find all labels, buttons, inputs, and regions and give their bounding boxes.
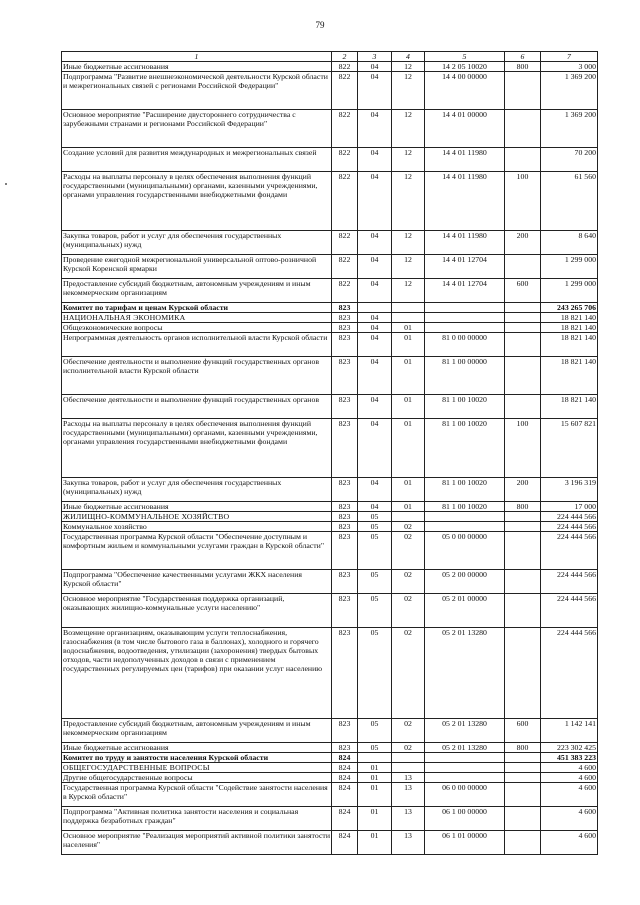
subsection-code-cell: 01 (392, 357, 425, 395)
target-article-cell: 81 1 00 00000 (425, 357, 505, 395)
department-code-cell: 823 (332, 628, 358, 719)
target-article-cell: 81 0 00 00000 (425, 333, 505, 357)
subsection-code-cell (392, 303, 425, 313)
section-code-cell: 04 (358, 72, 392, 110)
section-code-cell: 01 (358, 783, 392, 807)
expense-type-cell (505, 773, 541, 783)
department-code-cell: 823 (332, 532, 358, 570)
table-row (62, 110, 598, 148)
target-article-cell (425, 773, 505, 783)
item-name-cell: Подпрограмма "Развитие внешнеэкономической деятельности Курской области и межрегиональных связей с регионами Российской Федерации" (62, 72, 332, 110)
table-row (62, 313, 598, 323)
expense-type-cell (505, 395, 541, 419)
item-name-cell: Непрограммная деятельность органов исполнительной власти Курской области (62, 333, 332, 357)
subsection-code-cell: 12 (392, 72, 425, 110)
target-article-cell (425, 753, 505, 763)
table-row (62, 478, 598, 502)
department-code-cell: 823 (332, 357, 358, 395)
item-name-cell: Общеэкономические вопросы (62, 323, 332, 333)
expense-type-cell (505, 807, 541, 831)
department-code-cell: 823 (332, 522, 358, 532)
target-article-cell: 14 4 01 12704 (425, 255, 505, 279)
expense-type-cell: 200 (505, 231, 541, 255)
section-code-cell: 05 (358, 628, 392, 719)
amount-cell: 1 299 000 (541, 255, 598, 279)
expense-type-cell (505, 753, 541, 763)
amount-cell: 18 821 140 (541, 333, 598, 357)
section-code-cell: 04 (358, 357, 392, 395)
item-name-cell: Другие общегосударственные вопросы (62, 773, 332, 783)
table-row (62, 303, 598, 313)
header-cell: 2 (332, 52, 358, 62)
section-code-cell: 04 (358, 231, 392, 255)
target-article-cell: 14 4 00 00000 (425, 72, 505, 110)
expense-type-cell (505, 148, 541, 172)
section-code-cell: 04 (358, 62, 392, 72)
section-code-cell: 01 (358, 773, 392, 783)
subsection-code-cell: 02 (392, 719, 425, 743)
department-code-cell: 822 (332, 231, 358, 255)
item-name-cell: Подпрограмма "Активная политика занятости населения и социальная поддержка безработных граждан" (62, 807, 332, 831)
amount-cell: 224 444 566 (541, 628, 598, 719)
section-code-cell: 04 (358, 279, 392, 303)
amount-cell: 18 821 140 (541, 395, 598, 419)
target-article-cell: 14 4 01 00000 (425, 110, 505, 148)
expense-type-cell (505, 333, 541, 357)
amount-cell: 70 200 (541, 148, 598, 172)
department-code-cell: 824 (332, 807, 358, 831)
department-code-cell: 822 (332, 172, 358, 231)
table-row (62, 72, 598, 110)
section-code-cell: 04 (358, 478, 392, 502)
section-code-cell: 04 (358, 172, 392, 231)
table-row (62, 743, 598, 753)
amount-cell: 224 444 566 (541, 512, 598, 522)
department-code-cell: 824 (332, 753, 358, 763)
expense-type-cell (505, 594, 541, 628)
expense-type-cell: 100 (505, 419, 541, 478)
target-article-cell: 05 0 00 00000 (425, 532, 505, 570)
item-name-cell: Возмещение организациям, оказывающим услуги теплоснабжения, газоснабжения (в том числе бытового газа в баллонах), холодного и горячего водоснабжения, водоотведения, утилизации (захоронения) твердых бытовых отходов, части недополученных доходов в связи с применением государственных регулируемых цен (тарифов) при оказании услуг населению (62, 628, 332, 719)
subsection-code-cell (392, 512, 425, 522)
item-name-cell: Предоставление субсидий бюджетным, автономным учреждениям и иным некоммерческим организациям (62, 279, 332, 303)
section-code-cell: 05 (358, 512, 392, 522)
item-name-cell: НАЦИОНАЛЬНАЯ ЭКОНОМИКА (62, 313, 332, 323)
target-article-cell (425, 522, 505, 532)
expense-type-cell (505, 110, 541, 148)
department-code-cell: 823 (332, 478, 358, 502)
department-code-cell: 824 (332, 831, 358, 855)
section-code-cell: 04 (358, 255, 392, 279)
amount-cell: 451 383 223 (541, 753, 598, 763)
table-row (62, 357, 598, 395)
scan-speck (5, 183, 7, 185)
amount-cell: 4 600 (541, 763, 598, 773)
header-cell: 1 (62, 52, 332, 62)
subsection-code-cell: 12 (392, 148, 425, 172)
amount-cell: 4 600 (541, 831, 598, 855)
table-row (62, 773, 598, 783)
amount-cell: 15 607 821 (541, 419, 598, 478)
table-row (62, 628, 598, 719)
target-article-cell: 14 4 01 12704 (425, 279, 505, 303)
table-row (62, 512, 598, 522)
section-code-cell: 04 (358, 110, 392, 148)
section-code-cell: 01 (358, 831, 392, 855)
target-article-cell: 14 4 01 11980 (425, 231, 505, 255)
section-code-cell: 01 (358, 763, 392, 773)
item-name-cell: Иные бюджетные ассигнования (62, 62, 332, 72)
table-row (62, 719, 598, 743)
table-row (62, 502, 598, 512)
expense-type-cell (505, 357, 541, 395)
section-code-cell: 04 (358, 323, 392, 333)
section-code-cell: 04 (358, 313, 392, 323)
section-code-cell: 05 (358, 532, 392, 570)
page-number: 79 (315, 20, 325, 30)
department-code-cell: 823 (332, 512, 358, 522)
department-code-cell: 822 (332, 279, 358, 303)
subsection-code-cell: 02 (392, 532, 425, 570)
expense-type-cell: 800 (505, 62, 541, 72)
item-name-cell: Коммунальное хозяйство (62, 522, 332, 532)
section-code-cell: 05 (358, 570, 392, 594)
item-name-cell: Иные бюджетные ассигнования (62, 502, 332, 512)
subsection-code-cell: 01 (392, 395, 425, 419)
table-row (62, 532, 598, 570)
subsection-code-cell: 02 (392, 628, 425, 719)
table-row (62, 62, 598, 72)
item-name-cell: Обеспечение деятельности и выполнение функций государственных органов исполнительной власти Курской области (62, 357, 332, 395)
budget-allocation-table (61, 51, 598, 855)
subsection-code-cell: 01 (392, 478, 425, 502)
header-cell: 4 (392, 52, 425, 62)
item-name-cell: Комитет по труду и занятости населения Курской области (62, 753, 332, 763)
subsection-code-cell (392, 313, 425, 323)
expense-type-cell: 600 (505, 279, 541, 303)
expense-type-cell (505, 255, 541, 279)
department-code-cell: 823 (332, 719, 358, 743)
expense-type-cell (505, 763, 541, 773)
department-code-cell: 823 (332, 594, 358, 628)
expense-type-cell: 800 (505, 502, 541, 512)
expense-type-cell (505, 628, 541, 719)
table-row (62, 807, 598, 831)
table-row (62, 831, 598, 855)
department-code-cell: 823 (332, 323, 358, 333)
department-code-cell: 822 (332, 110, 358, 148)
amount-cell: 18 821 140 (541, 357, 598, 395)
amount-cell: 3 196 319 (541, 478, 598, 502)
item-name-cell: Закупка товаров, работ и услуг для обеспечения государственных (муниципальных) нужд (62, 478, 332, 502)
item-name-cell: Подпрограмма "Обеспечение качественными услугами ЖКХ населения Курской области" (62, 570, 332, 594)
target-article-cell: 06 0 00 00000 (425, 783, 505, 807)
subsection-code-cell: 02 (392, 522, 425, 532)
subsection-code-cell: 12 (392, 62, 425, 72)
table-row (62, 172, 598, 231)
subsection-code-cell: 12 (392, 255, 425, 279)
target-article-cell: 06 1 01 00000 (425, 831, 505, 855)
section-code-cell: 05 (358, 522, 392, 532)
target-article-cell: 81 1 00 10020 (425, 478, 505, 502)
department-code-cell: 824 (332, 773, 358, 783)
subsection-code-cell: 01 (392, 419, 425, 478)
section-code-cell: 01 (358, 807, 392, 831)
target-article-cell: 81 1 00 10020 (425, 419, 505, 478)
item-name-cell: Закупка товаров, работ и услуг для обеспечения государственных (муниципальных) нужд (62, 231, 332, 255)
department-code-cell: 823 (332, 303, 358, 313)
table-row (62, 753, 598, 763)
amount-cell: 224 444 566 (541, 522, 598, 532)
expense-type-cell (505, 512, 541, 522)
table-row (62, 255, 598, 279)
header-cell: 5 (425, 52, 505, 62)
department-code-cell: 822 (332, 72, 358, 110)
target-article-cell: 05 2 01 13280 (425, 743, 505, 753)
item-name-cell: Расходы на выплаты персоналу в целях обеспечения выполнения функций государственными (муниципальными) органами, казенными учреждениями, органами управления государственными внебюджетными фондами (62, 172, 332, 231)
department-code-cell: 824 (332, 783, 358, 807)
department-code-cell: 823 (332, 743, 358, 753)
amount-cell: 17 000 (541, 502, 598, 512)
item-name-cell: Основное мероприятие "Государственная поддержка организаций, оказывающих жилищно-коммунальные услуги населению" (62, 594, 332, 628)
expense-type-cell: 800 (505, 743, 541, 753)
item-name-cell: Комитет по тарифам и ценам Курской области (62, 303, 332, 313)
subsection-code-cell: 12 (392, 110, 425, 148)
department-code-cell: 822 (332, 62, 358, 72)
section-code-cell: 04 (358, 502, 392, 512)
amount-cell: 1 142 141 (541, 719, 598, 743)
item-name-cell: Государственная программа Курской области "Содействие занятости населения в Курской области" (62, 783, 332, 807)
expense-type-cell (505, 323, 541, 333)
department-code-cell: 823 (332, 333, 358, 357)
table-row (62, 419, 598, 478)
expense-type-cell (505, 313, 541, 323)
subsection-code-cell: 13 (392, 773, 425, 783)
target-article-cell: 81 1 00 10020 (425, 502, 505, 512)
expense-type-cell (505, 783, 541, 807)
subsection-code-cell: 01 (392, 502, 425, 512)
item-name-cell: Проведение ежегодной межрегиональной универсальной оптово-розничной Курской Коренской ярмарки (62, 255, 332, 279)
expense-type-cell (505, 532, 541, 570)
subsection-code-cell (392, 753, 425, 763)
item-name-cell: ЖИЛИЩНО-КОММУНАЛЬНОЕ ХОЗЯЙСТВО (62, 512, 332, 522)
item-name-cell: Обеспечение деятельности и выполнение функций государственных органов (62, 395, 332, 419)
amount-cell: 1 299 000 (541, 279, 598, 303)
section-code-cell: 04 (358, 395, 392, 419)
amount-cell: 1 369 200 (541, 110, 598, 148)
table-row (62, 279, 598, 303)
section-code-cell: 04 (358, 333, 392, 357)
item-name-cell: ОБЩЕГОСУДАРСТВЕННЫЕ ВОПРОСЫ (62, 763, 332, 773)
expense-type-cell (505, 831, 541, 855)
expense-type-cell (505, 72, 541, 110)
section-code-cell: 05 (358, 719, 392, 743)
expense-type-cell: 100 (505, 172, 541, 231)
table-row (62, 323, 598, 333)
subsection-code-cell (392, 763, 425, 773)
section-code-cell (358, 303, 392, 313)
header-cell: 3 (358, 52, 392, 62)
target-article-cell: 81 1 00 10020 (425, 395, 505, 419)
subsection-code-cell: 01 (392, 333, 425, 357)
table-row (62, 333, 598, 357)
amount-cell: 18 821 140 (541, 323, 598, 333)
section-code-cell: 05 (358, 594, 392, 628)
amount-cell: 224 444 566 (541, 532, 598, 570)
department-code-cell: 823 (332, 395, 358, 419)
department-code-cell: 823 (332, 313, 358, 323)
expense-type-cell: 200 (505, 478, 541, 502)
table-row (62, 148, 598, 172)
amount-cell: 224 444 566 (541, 570, 598, 594)
target-article-cell: 14 2 05 10020 (425, 62, 505, 72)
subsection-code-cell: 02 (392, 594, 425, 628)
target-article-cell: 05 2 01 13280 (425, 719, 505, 743)
item-name-cell: Основное мероприятие "Реализация мероприятий активной политики занятости населения" (62, 831, 332, 855)
target-article-cell (425, 512, 505, 522)
department-code-cell: 822 (332, 255, 358, 279)
amount-cell: 8 640 (541, 231, 598, 255)
item-name-cell: Создание условий для развития международных и межрегиональных связей (62, 148, 332, 172)
table-row (62, 231, 598, 255)
section-code-cell (358, 753, 392, 763)
table-row (62, 522, 598, 532)
amount-cell: 18 821 140 (541, 313, 598, 323)
section-code-cell: 04 (358, 419, 392, 478)
target-article-cell (425, 313, 505, 323)
amount-cell: 4 600 (541, 773, 598, 783)
department-code-cell: 824 (332, 763, 358, 773)
subsection-code-cell: 13 (392, 831, 425, 855)
subsection-code-cell: 13 (392, 783, 425, 807)
subsection-code-cell: 12 (392, 231, 425, 255)
department-code-cell: 823 (332, 502, 358, 512)
table-row (62, 570, 598, 594)
item-name-cell: Государственная программа Курской области "Обеспечение доступным и комфортным жильем и коммунальными услугами граждан в Курской области" (62, 532, 332, 570)
subsection-code-cell: 02 (392, 570, 425, 594)
amount-cell: 3 000 (541, 62, 598, 72)
amount-cell: 223 302 425 (541, 743, 598, 753)
target-article-cell: 05 2 01 13280 (425, 628, 505, 719)
target-article-cell: 14 4 01 11980 (425, 148, 505, 172)
section-code-cell: 05 (358, 743, 392, 753)
expense-type-cell (505, 303, 541, 313)
subsection-code-cell: 13 (392, 807, 425, 831)
expense-type-cell: 600 (505, 719, 541, 743)
amount-cell: 4 600 (541, 807, 598, 831)
amount-cell: 61 560 (541, 172, 598, 231)
department-code-cell: 822 (332, 148, 358, 172)
amount-cell: 243 265 706 (541, 303, 598, 313)
amount-cell: 1 369 200 (541, 72, 598, 110)
expense-type-cell (505, 522, 541, 532)
target-article-cell: 14 4 01 11980 (425, 172, 505, 231)
department-code-cell: 823 (332, 419, 358, 478)
item-name-cell: Предоставление субсидий бюджетным, автономным учреждениям и иным некоммерческим организациям (62, 719, 332, 743)
subsection-code-cell: 12 (392, 279, 425, 303)
table-row (62, 783, 598, 807)
expense-type-cell (505, 570, 541, 594)
amount-cell: 224 444 566 (541, 594, 598, 628)
amount-cell: 4 600 (541, 783, 598, 807)
subsection-code-cell: 02 (392, 743, 425, 753)
target-article-cell (425, 323, 505, 333)
subsection-code-cell: 01 (392, 323, 425, 333)
target-article-cell (425, 303, 505, 313)
section-code-cell: 04 (358, 148, 392, 172)
subsection-code-cell: 12 (392, 172, 425, 231)
header-cell: 6 (505, 52, 541, 62)
target-article-cell: 05 2 01 00000 (425, 594, 505, 628)
table-row (62, 594, 598, 628)
item-name-cell: Основное мероприятие "Расширение двустороннего сотрудничества с зарубежными странами и регионами Российской Федерации" (62, 110, 332, 148)
item-name-cell: Расходы на выплаты персоналу в целях обеспечения выполнения функций государственными (муниципальными) органами, казенными учреждениями, органами управления государственными внебюджетными фондами (62, 419, 332, 478)
header-cell: 7 (541, 52, 598, 62)
table-header-row (62, 52, 598, 62)
target-article-cell (425, 763, 505, 773)
target-article-cell: 06 1 00 00000 (425, 807, 505, 831)
table-row (62, 395, 598, 419)
item-name-cell: Иные бюджетные ассигнования (62, 743, 332, 753)
table-row (62, 763, 598, 773)
target-article-cell: 05 2 00 00000 (425, 570, 505, 594)
department-code-cell: 823 (332, 570, 358, 594)
